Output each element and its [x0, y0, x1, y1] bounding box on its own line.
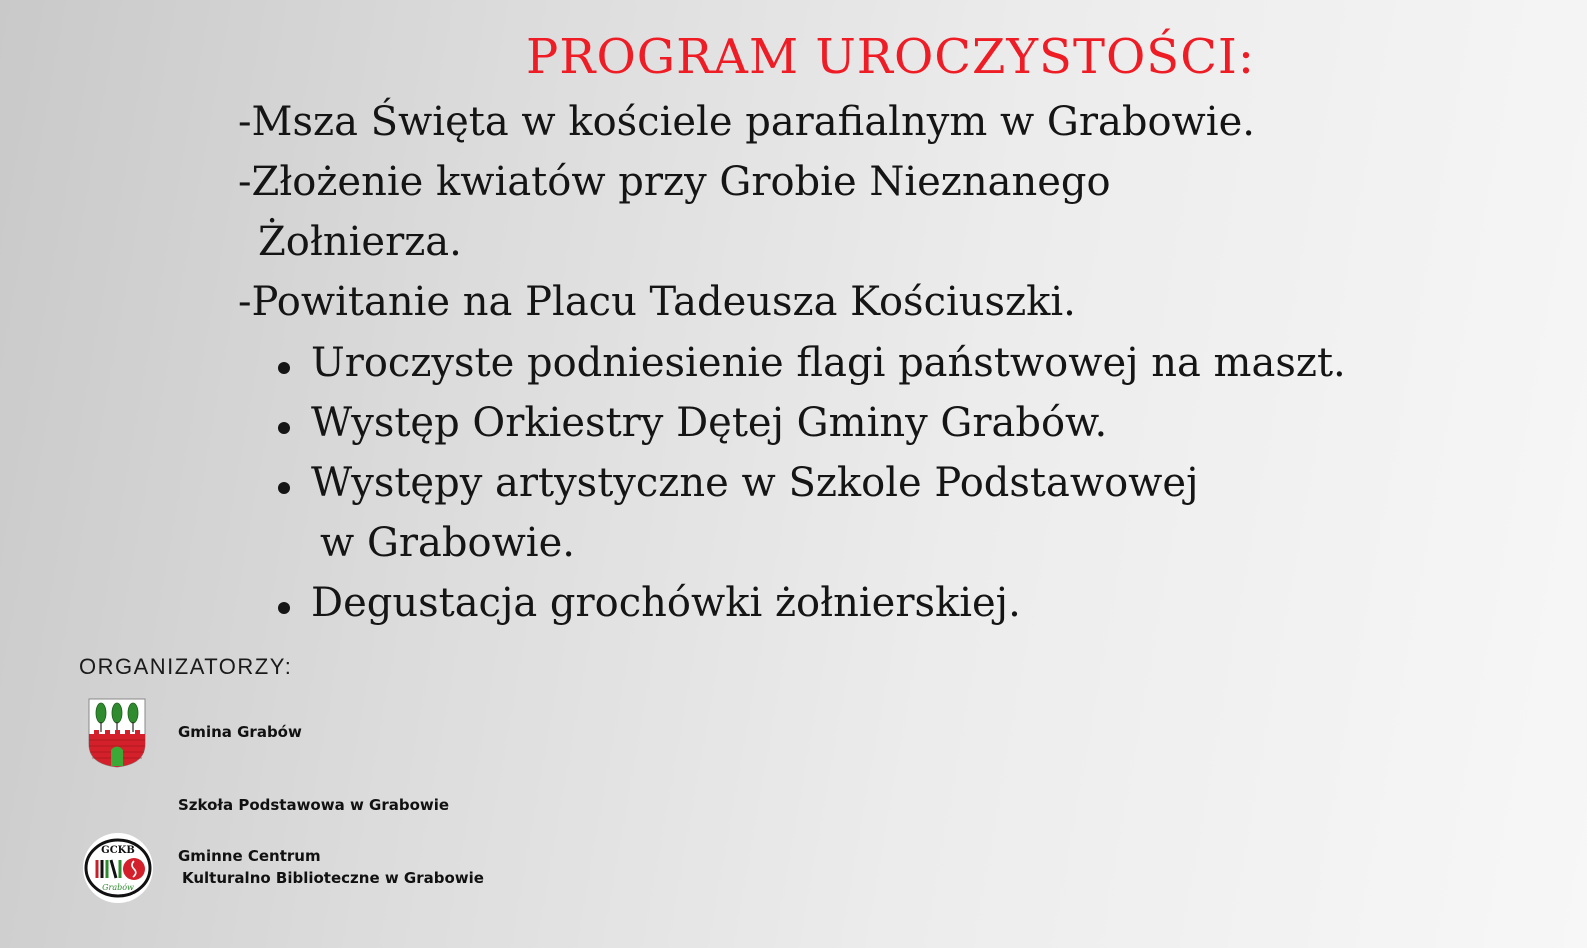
bullet-item-performances: Występy artystyczne w Szkole Podstawowej	[311, 460, 1199, 506]
bullet-icon	[278, 482, 290, 494]
organizer-gckb-line2: Kulturalno Biblioteczne w Grabowie	[182, 869, 484, 887]
page-title: PROGRAM UROCZYSTOŚCI:	[526, 29, 1256, 85]
program-item-flowers-cont: Żołnierza.	[258, 219, 462, 265]
gckb-logo-top-text: GCKB	[101, 845, 135, 856]
program-item-flowers: -Złożenie kwiatów przy Grobie Nieznanego	[238, 159, 1111, 205]
bullet-item-flag: Uroczyste podniesienie flagi państwowej na maszt.	[311, 340, 1346, 386]
organizer-gckb-line1: Gminne Centrum	[178, 847, 321, 865]
program-item-mass: -Msza Święta w kościele parafialnym w Grabowie.	[238, 99, 1255, 145]
bullet-icon	[278, 362, 290, 374]
program-item-welcome: -Powitanie na Placu Tadeusza Kościuszki.	[238, 279, 1076, 325]
bullet-item-soup: Degustacja grochówki żołnierskiej.	[311, 580, 1021, 626]
gckb-logo-script-text: Grabów	[102, 883, 134, 892]
gmina-coat-of-arms-icon	[88, 698, 146, 768]
bullet-icon	[278, 422, 290, 434]
bullet-item-orchestra: Występ Orkiestry Dętej Gminy Grabów.	[311, 400, 1108, 446]
organizers-heading: ORGANIZATORZY:	[79, 654, 293, 679]
bullet-icon	[278, 602, 290, 614]
organizer-gmina: Gmina Grabów	[178, 723, 302, 741]
bullet-item-performances-cont: w Grabowie.	[320, 520, 575, 566]
organizer-school: Szkoła Podstawowa w Grabowie	[178, 796, 450, 814]
gckb-logo-icon	[82, 832, 154, 904]
